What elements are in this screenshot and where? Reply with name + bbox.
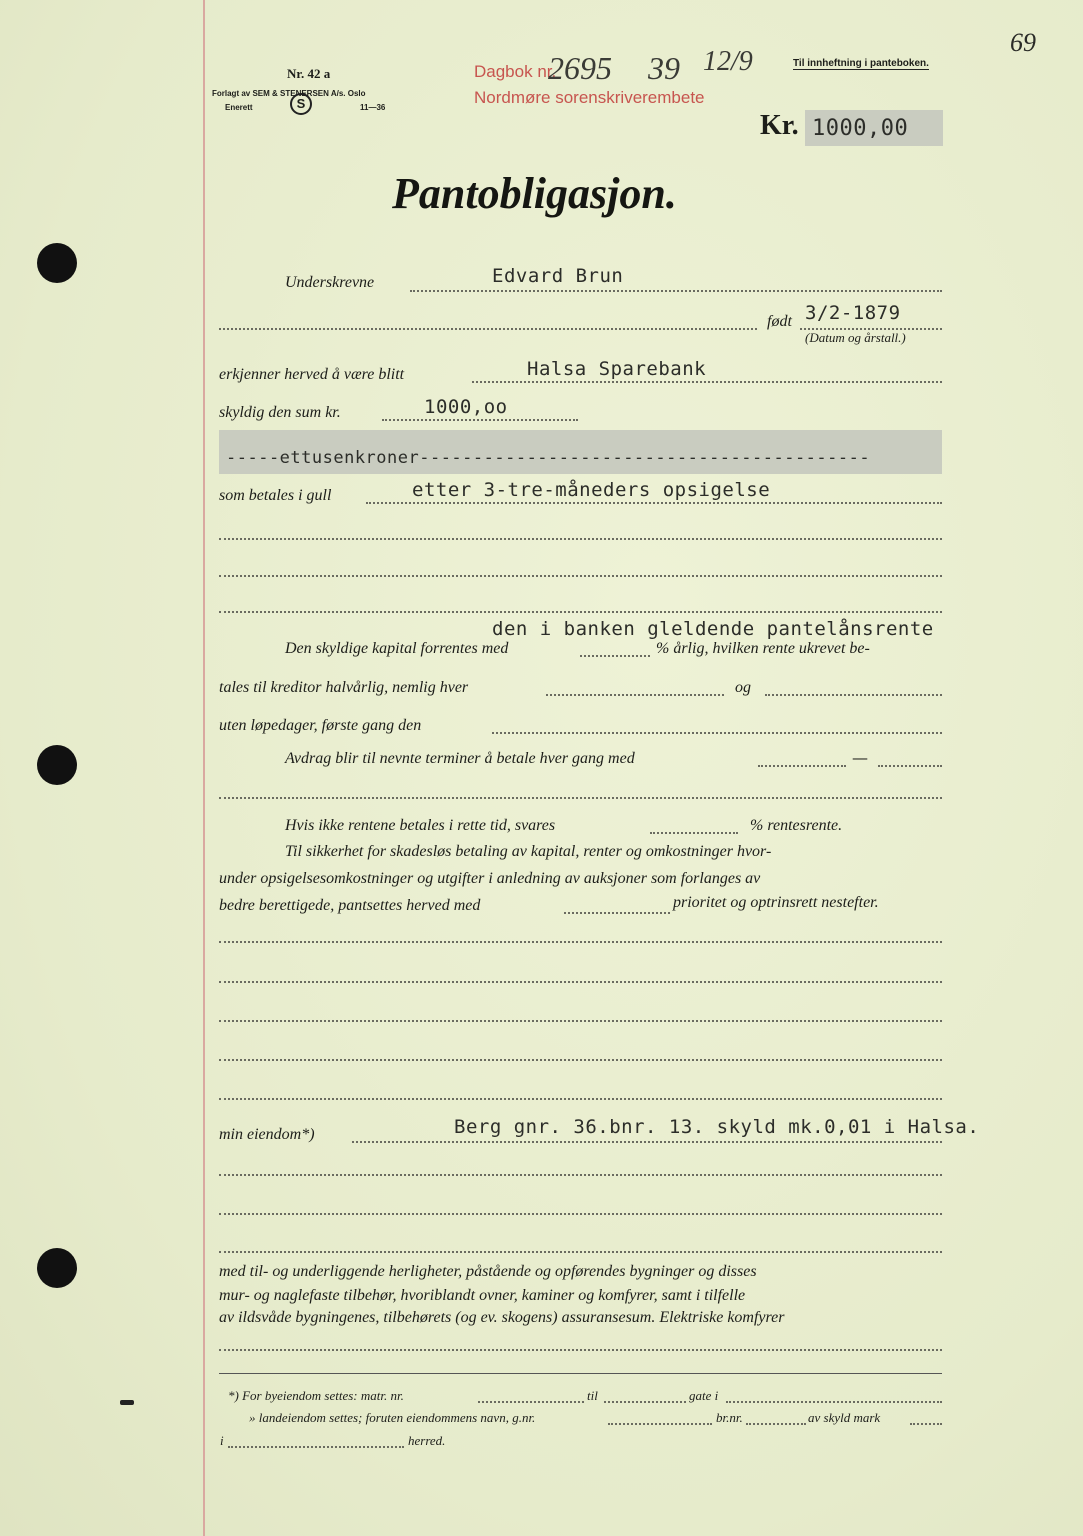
rights-line: av ildsvåde bygningenes, tilbehørets (og ev. skogens) assuransesum. Elektriske komfyrer xyxy=(219,1309,785,1326)
rights-line: mur- og naglefaste tilbehør, hvoriblandt ovner, kaminer og komfyrer, samt i tilfelle xyxy=(219,1287,746,1304)
fill-line xyxy=(546,694,724,696)
fill-line xyxy=(219,797,942,799)
fill-line xyxy=(765,694,942,696)
dagbok-date: 12/9 xyxy=(703,46,753,77)
fill-line xyxy=(352,1141,942,1143)
fill-line xyxy=(472,381,942,383)
interest-line: tales til kreditor halvårlig, nemlig hver xyxy=(219,679,469,696)
born-label: født xyxy=(767,313,792,330)
installment-dash: — xyxy=(852,748,868,767)
footnote-line: *) For byeiendom settes: matr. nr. xyxy=(228,1388,404,1403)
fill-line xyxy=(219,1059,942,1061)
interest-line-end: % årlig, hvilken rente ukrevet be- xyxy=(656,640,870,657)
born-date: 3/2-1879 xyxy=(805,302,901,324)
footnote-line: br.nr. xyxy=(716,1410,743,1425)
publisher-code: 11—36 xyxy=(360,103,386,112)
installment-line: Avdrag blir til nevnte terminer å betale hver gang med xyxy=(285,750,635,767)
binder-hole xyxy=(37,1248,77,1288)
margin-line xyxy=(203,0,205,1536)
fill-line xyxy=(604,1401,686,1403)
dagbok-prefix: Dagbok nr. xyxy=(474,62,557,81)
undersigned-name: Edvard Brun xyxy=(492,265,624,287)
property-description: Berg gnr. 36.bnr. 13. skyld mk.0,01 i Halsa. xyxy=(454,1116,980,1138)
fill-line xyxy=(650,832,738,834)
undersigned-label: Underskrevne xyxy=(285,274,375,291)
fill-line xyxy=(228,1446,404,1448)
footnote-line: herred. xyxy=(408,1433,446,1448)
fill-line xyxy=(219,1098,942,1100)
debt-amount: 1000,oo xyxy=(424,396,508,418)
ink-mark xyxy=(120,1400,134,1405)
fill-line xyxy=(366,502,942,504)
amount-in-words: -----ettusenkroner------------------------------------------ xyxy=(226,448,871,468)
fill-line xyxy=(746,1423,806,1425)
fill-line xyxy=(878,765,942,767)
payment-label: som betales i gull xyxy=(219,487,332,504)
fill-line xyxy=(219,611,942,613)
property-label: min eiendom*) xyxy=(219,1126,315,1143)
fill-line xyxy=(478,1401,584,1403)
security-line: Til sikkerhet for skadesløs betaling av kapital, renter og omkostninger hvor- xyxy=(285,843,772,860)
fill-line xyxy=(219,941,942,943)
rights-line: med til- og underliggende herligheter, påstående og opførendes bygninger og disses xyxy=(219,1263,757,1280)
late-interest-end: % rentesrente. xyxy=(750,817,843,834)
payment-terms: etter 3-tre-måneders opsigelse xyxy=(412,479,771,501)
security-line-end: prioritet og optrinsrett nestefter. xyxy=(673,894,879,911)
publisher-enerett: Enerett xyxy=(225,103,253,112)
fill-line xyxy=(492,732,942,734)
creditor-name: Halsa Sparebank xyxy=(527,358,707,380)
page-number: 69 xyxy=(1010,28,1036,57)
interest-line-og: og xyxy=(735,679,751,696)
fill-line xyxy=(219,1213,942,1215)
publisher-stamp: S xyxy=(290,93,312,115)
interest-line: uten løpedager, første gang den xyxy=(219,717,422,734)
fill-line xyxy=(219,328,757,330)
footnote-line: gate i xyxy=(689,1388,719,1403)
security-line: bedre berettigede, pantsettes herved med xyxy=(219,897,481,914)
fill-line xyxy=(219,1251,942,1253)
fill-line xyxy=(219,981,942,983)
fill-line xyxy=(219,1020,942,1022)
fill-line xyxy=(410,290,942,292)
fill-line xyxy=(580,655,650,657)
security-line: under opsigelsesomkostninger og utgifter i anledning av auksjoner som forlanges av xyxy=(219,870,761,887)
footnote-line: til xyxy=(587,1388,598,1403)
born-hint: (Datum og årstall.) xyxy=(805,330,906,345)
footnote-line: i xyxy=(220,1433,224,1448)
kr-amount: 1000,00 xyxy=(812,116,909,141)
kr-label: Kr. xyxy=(760,110,799,141)
fill-line xyxy=(608,1423,712,1425)
footnote-line: » landeiendom settes; foruten eiendommens navn, g.nr. xyxy=(249,1410,536,1425)
office-stamp: Nordmøre sorenskriverembete xyxy=(474,88,705,107)
document-title: Pantobligasjon. xyxy=(392,169,677,218)
interest-line: Den skyldige kapital forrentes med xyxy=(285,640,509,657)
fill-line xyxy=(219,1174,942,1176)
top-right-note: Til innheftning i panteboken. xyxy=(793,58,929,69)
footnote-separator xyxy=(219,1373,942,1374)
fill-line xyxy=(219,575,942,577)
late-interest-line: Hvis ikke rentene betales i rette tid, svares xyxy=(285,817,556,834)
publisher-line: Forlagt av SEM & STENERSEN A/s. Oslo xyxy=(212,89,366,98)
fill-line xyxy=(726,1401,942,1403)
binder-hole xyxy=(37,745,77,785)
fill-line xyxy=(219,538,942,540)
form-number: Nr. 42 a xyxy=(287,66,331,81)
fill-line xyxy=(758,765,846,767)
binder-hole xyxy=(37,243,77,283)
dagbok-number: 2695 xyxy=(548,50,612,86)
footnote-line: av skyld mark xyxy=(808,1410,881,1425)
fill-line xyxy=(564,912,670,914)
fill-line xyxy=(382,419,578,421)
fill-line xyxy=(219,1349,942,1351)
debt-label: skyldig den sum kr. xyxy=(219,404,341,421)
dagbok-year: 39 xyxy=(648,50,680,86)
fill-line xyxy=(910,1423,942,1425)
interest-rate-typed: den i banken gleldende pantelånsrente xyxy=(492,618,934,640)
creditor-label: erkjenner herved å være blitt xyxy=(219,366,405,383)
